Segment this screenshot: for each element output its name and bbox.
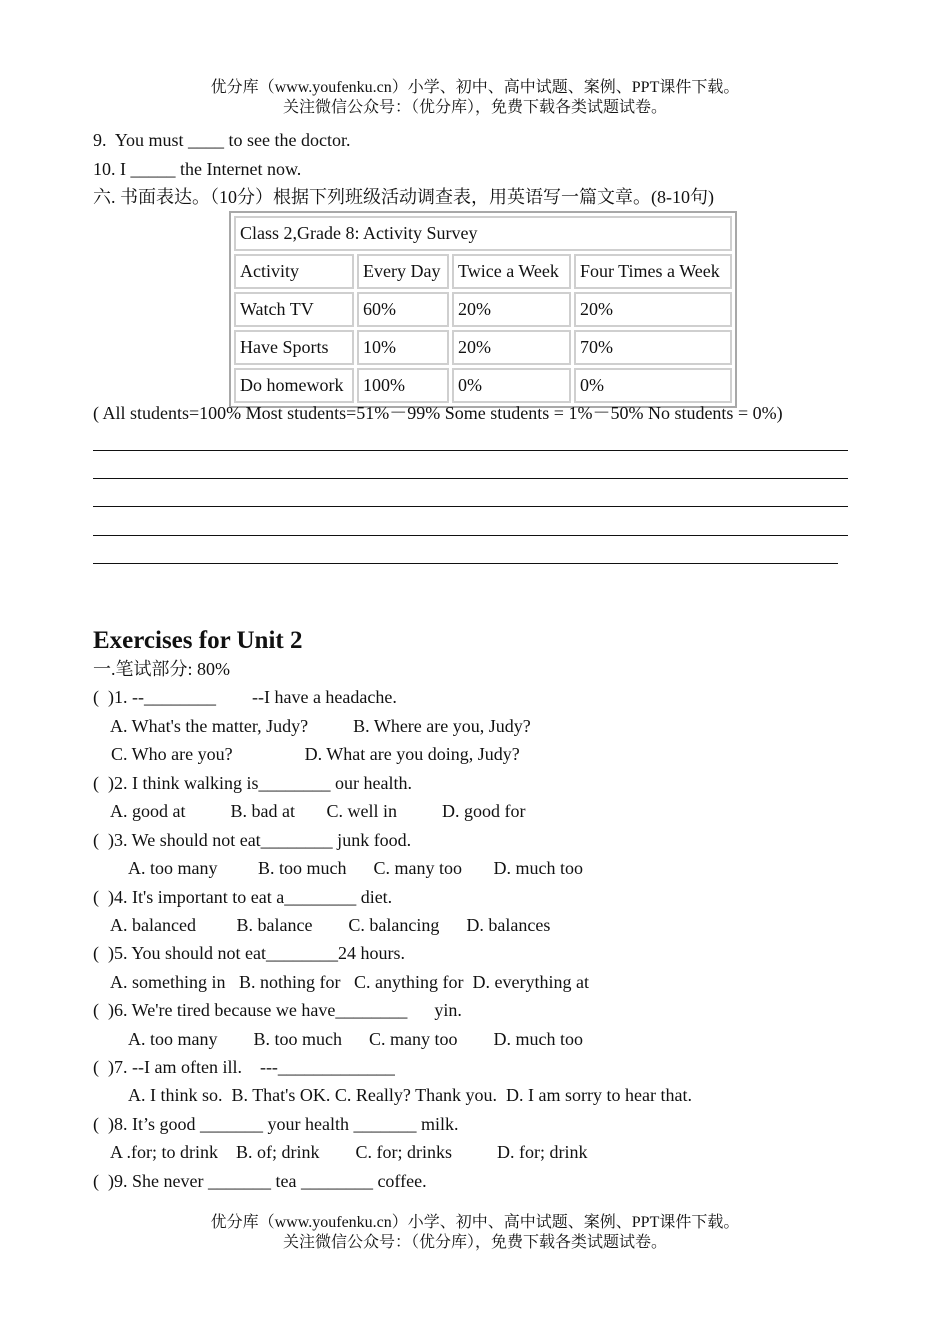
table-cell: 20% [574, 292, 732, 327]
table-cell: 100% [357, 368, 449, 403]
table-cell: Have Sports [234, 330, 354, 365]
question-8: ( )8. It’s good _______ your health _______ milk. [93, 1114, 459, 1134]
question-3: ( )3. We should not eat________ junk food. [93, 830, 412, 850]
writing-answer-line [93, 450, 848, 451]
question-1-options: A. What's the matter, Judy? B. Where are you, Judy? [93, 716, 531, 736]
table-cell: 0% [574, 368, 732, 403]
question-10: 10. I _____ the Internet now. [93, 159, 302, 179]
question-3-options: A. too many B. too much C. many too D. much too [93, 858, 583, 878]
question-7: ( )7. --I am often ill. ---_____________ [93, 1057, 395, 1077]
question-4-options: A. balanced B. balance C. balancing D. balances [93, 915, 551, 935]
table-cell: Do homework [234, 368, 354, 403]
question-5: ( )5. You should not eat________24 hours. [93, 943, 406, 963]
table-header-row [234, 254, 732, 289]
writing-answer-line [93, 535, 848, 536]
activity-survey-table [229, 211, 737, 408]
table-cell: 20% [452, 292, 571, 327]
table-caption: Class 2,Grade 8: Activity Survey [234, 216, 732, 251]
writing-task-instruction: 六. 书面表达。（10分）根据下列班级活动调查表，用英语写一篇文章。(8-10句) [93, 187, 714, 207]
table-cell: 10% [357, 330, 449, 365]
table-header-cell: Four Times a Week [574, 254, 732, 289]
question-5-options: A. something in B. nothing for C. anything for D. everything at [93, 972, 589, 992]
table-header-cell: Every Day [357, 254, 449, 289]
question-2: ( )2. I think walking is________ our health. [93, 773, 412, 793]
header-line-1: 优分库（www.youfenku.cn）小学、初中、高中试题、案例、PPT课件下载。 [210, 79, 740, 96]
table-cell: 0% [452, 368, 571, 403]
header-line-2: 关注微信公众号：（优分库），免费下载各类试题试卷。 [282, 99, 667, 116]
footer-line-2: 关注微信公众号：（优分库），免费下载各类试题试卷。 [282, 1234, 667, 1251]
writing-answer-line [93, 478, 848, 479]
writing-answer-line [93, 563, 838, 564]
question-6-options: A. too many B. too much C. many too D. much too [93, 1029, 583, 1049]
table-row [234, 368, 732, 403]
question-7-options: A. I think so. B. That's OK. C. Really? Thank you. D. I am sorry to hear that. [93, 1085, 693, 1105]
table-header-cell: Twice a Week [452, 254, 571, 289]
table-row [234, 292, 732, 327]
writing-answer-line [93, 506, 848, 507]
question-8-options: A .for; to drink B. of; drink C. for; drinks D. for; drink [93, 1142, 588, 1162]
table-cell: Watch TV [234, 292, 354, 327]
page-header [0, 78, 950, 118]
table-cell: 70% [574, 330, 732, 365]
question-2-options: A. good at B. bad at C. well in D. good for [93, 801, 526, 821]
percentage-legend: ( All students=100% Most students=51%－99% Some students = 1%－50% No students = 0%) [93, 403, 783, 423]
question-9-unit2: ( )9. She never _______ tea ________ coffee. [93, 1171, 427, 1191]
table-header-cell: Activity [234, 254, 354, 289]
table-caption-row [234, 216, 732, 251]
question-1: ( )1. --________ --I have a headache. [93, 687, 397, 707]
table-cell: 20% [452, 330, 571, 365]
question-1-options: C. Who are you? D. What are you doing, Judy? [93, 744, 520, 764]
page-footer [0, 1213, 950, 1253]
footer-line-1: 优分库（www.youfenku.cn）小学、初中、高中试题、案例、PPT课件下载。 [210, 1214, 740, 1231]
question-9: 9. You must ____ to see the doctor. [93, 130, 351, 150]
question-6: ( )6. We're tired because we have________ yin. [93, 1000, 462, 1020]
section-label: 一.笔试部分: 80% [93, 659, 230, 679]
table-cell: 60% [357, 292, 449, 327]
unit-title: Exercises for Unit 2 [93, 627, 303, 654]
question-4: ( )4. It's important to eat a________ diet. [93, 887, 393, 907]
table-row [234, 330, 732, 365]
